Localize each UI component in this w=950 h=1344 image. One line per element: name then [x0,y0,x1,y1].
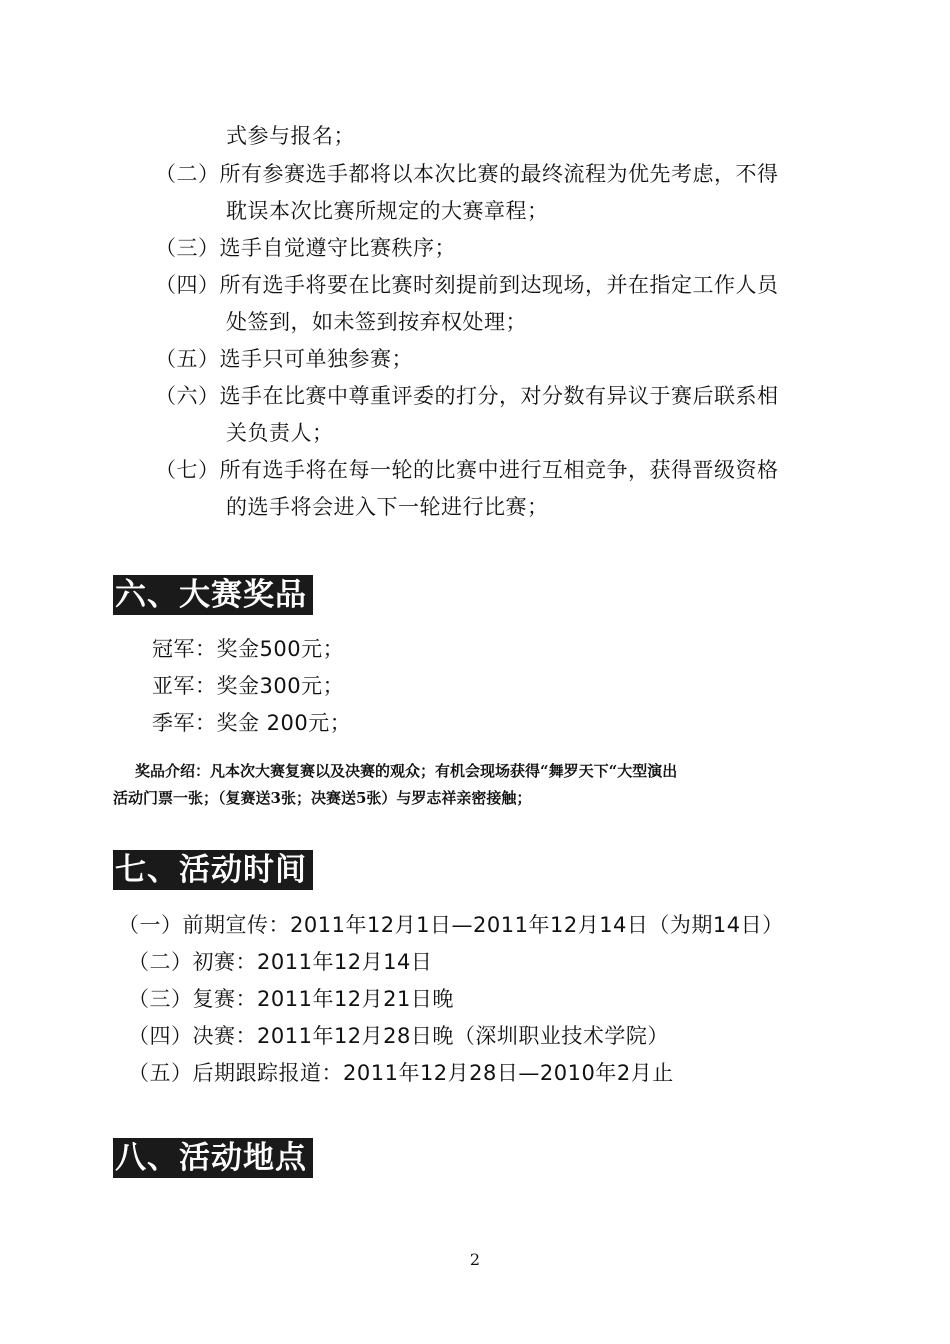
rule-line-continuation: 式参与报名； [226,124,355,148]
schedule-promotion: （一）前期宣传：2011年12月1日—2011年12月14日（为期14日） [118,913,784,937]
prize-note-line-1: 奖品介绍：凡本次大赛复赛以及决赛的观众；有机会现场获得“舞罗天下“大型演出 [135,762,678,780]
rule-item-4: （四）所有选手将要在比赛时刻提前到达现场，并在指定工作人员 [155,273,779,297]
prize-champion: 冠军：奖金500元； [152,637,345,661]
rule-item-6: （六）选手在比赛中尊重评委的打分，对分数有异议于赛后联系相 [155,384,779,408]
section-heading-time: 七、活动时间 [113,850,313,890]
schedule-followup: （五）后期跟踪报道：2011年12月28日—2010年2月止 [128,1061,674,1085]
page-number: 2 [469,1250,481,1269]
rule-item-4-continuation: 处签到，如未签到按弃权处理； [226,310,527,334]
schedule-preliminary: （二）初赛：2011年12月14日 [128,950,433,974]
rule-item-6-continuation: 关负责人； [226,421,334,445]
prize-note-line-2: 活动门票一张；（复赛送3张；决赛送5张）与罗志祥亲密接触； [113,789,532,807]
rule-item-2: （二）所有参赛选手都将以本次比赛的最终流程为优先考虑，不得 [155,162,779,186]
section-heading-prizes: 六、大赛奖品 [113,575,313,615]
rule-item-2-continuation: 耽误本次比赛所规定的大赛章程； [226,199,549,223]
schedule-final: （四）决赛：2011年12月28日晚（深圳职业技术学院） [128,1024,669,1048]
section-heading-venue: 八、活动地点 [113,1138,313,1178]
rule-item-3: （三）选手自觉遵守比赛秩序； [155,236,456,260]
rule-item-7: （七）所有选手将在每一轮的比赛中进行互相竞争，获得晋级资格 [155,458,779,482]
prize-third: 季军：奖金 200元； [152,711,352,735]
prize-runner-up: 亚军：奖金300元； [152,674,345,698]
rule-item-7-continuation: 的选手将会进入下一轮进行比赛； [226,495,549,519]
schedule-semifinal: （三）复赛：2011年12月21日晚 [128,987,454,1011]
rule-item-5: （五）选手只可单独参赛； [155,347,413,371]
